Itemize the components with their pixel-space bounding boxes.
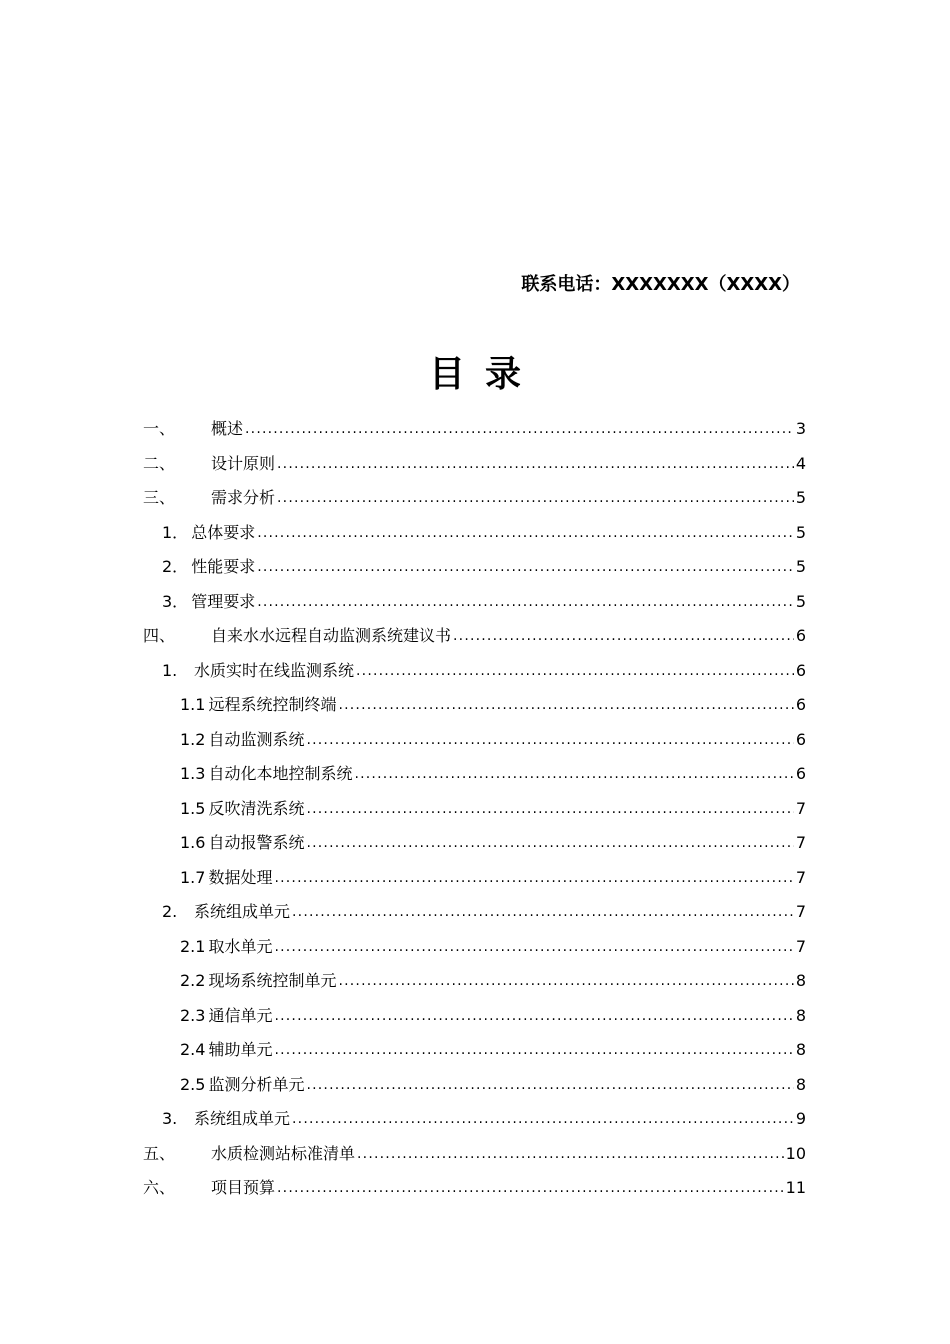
toc-entry-number: 2.1 <box>180 936 206 956</box>
toc-entry[interactable] <box>143 723 806 758</box>
toc-entry-title: 需求分析 <box>211 488 276 508</box>
toc-entry[interactable] <box>143 481 806 516</box>
toc-entry-title: 现场系统控制单元 <box>208 971 337 991</box>
toc-entry[interactable] <box>143 447 806 482</box>
toc-entry[interactable] <box>143 930 806 965</box>
toc-entry[interactable] <box>143 1171 806 1206</box>
toc-entry-title: 项目预算 <box>211 1178 276 1198</box>
dot-leader <box>292 902 794 922</box>
toc-entry[interactable] <box>143 619 806 654</box>
dot-leader <box>257 592 794 612</box>
toc-entry-page: 7 <box>795 867 806 887</box>
toc-entry-page: 3 <box>795 419 806 439</box>
toc-entry-page: 11 <box>785 1178 806 1198</box>
toc-entry-page: 10 <box>785 1143 806 1163</box>
contact-phone: 联系电话：XXXXXXX（XXXX） <box>521 274 800 295</box>
toc-entry-page: 8 <box>795 971 806 991</box>
toc-entry-title: 水质检测站标准清单 <box>211 1143 356 1163</box>
toc-entry-title: 系统组成单元 <box>194 1109 291 1129</box>
dot-leader <box>306 833 793 853</box>
toc-entry-title: 自动化本地控制系统 <box>208 764 353 784</box>
toc-entry-number: 1. <box>162 660 178 680</box>
dot-leader <box>292 1109 794 1129</box>
dot-leader <box>338 971 793 991</box>
toc-entry-number: 四、 <box>143 626 176 646</box>
toc-entry[interactable] <box>143 757 806 792</box>
toc-entry-page: 8 <box>795 1040 806 1060</box>
toc-entry-page: 6 <box>795 764 806 784</box>
toc-entry-title: 自来水水远程自动监测系统建议书 <box>211 626 452 646</box>
toc-entry-page: 7 <box>795 936 806 956</box>
toc-entry-page: 4 <box>795 453 806 473</box>
toc-entry-title: 总体要求 <box>191 522 256 542</box>
toc-entry[interactable] <box>143 654 806 689</box>
toc-entry-title: 辅助单元 <box>208 1040 273 1060</box>
toc-entry[interactable] <box>143 964 806 999</box>
toc-entry-title: 取水单元 <box>208 936 273 956</box>
toc-entry-number: 一、 <box>143 419 176 439</box>
toc-entry-number: 1.2 <box>180 729 206 749</box>
toc-entry-number: 2.5 <box>180 1074 206 1094</box>
toc-entry-title: 监测分析单元 <box>208 1074 305 1094</box>
toc-entry-title: 自动报警系统 <box>208 833 305 853</box>
toc-entry[interactable] <box>143 861 806 896</box>
toc-entry[interactable] <box>143 1137 806 1172</box>
toc-entry-number: 1.7 <box>180 867 206 887</box>
toc-entry-page: 8 <box>795 1005 806 1025</box>
toc-entry[interactable] <box>143 895 806 930</box>
toc-entry-number: 三、 <box>143 488 176 508</box>
toc-entry-number: 2.3 <box>180 1005 206 1025</box>
toc-entry-page: 5 <box>795 557 806 577</box>
toc-entry-page: 6 <box>795 695 806 715</box>
toc-entry-number: 3． <box>162 591 189 611</box>
dot-leader <box>306 799 793 819</box>
toc-entry[interactable] <box>143 792 806 827</box>
toc-entry[interactable] <box>143 1102 806 1137</box>
toc-entry-title: 系统组成单元 <box>194 902 291 922</box>
toc-entry-number: 六、 <box>143 1178 176 1198</box>
toc-entry[interactable] <box>143 516 806 551</box>
toc-entry-number: 1.5 <box>180 798 206 818</box>
toc-entry-title: 数据处理 <box>208 867 273 887</box>
dot-leader <box>274 868 793 888</box>
toc-entry-number: 1.1 <box>180 695 206 715</box>
toc-entry-number: 2. <box>162 902 178 922</box>
dot-leader <box>274 1006 793 1026</box>
toc-entry-page: 5 <box>795 488 806 508</box>
dot-leader <box>277 454 794 474</box>
toc-entry-page: 8 <box>795 1074 806 1094</box>
toc-entry-title: 自动监测系统 <box>208 729 305 749</box>
toc-entry[interactable] <box>143 1033 806 1068</box>
toc-entry-page: 7 <box>795 833 806 853</box>
toc-entry-title: 性能要求 <box>191 557 256 577</box>
toc-entry-number: 五、 <box>143 1143 176 1163</box>
dot-leader <box>277 1178 784 1198</box>
toc-entry[interactable] <box>143 1068 806 1103</box>
toc-entry-number: 2.4 <box>180 1040 206 1060</box>
toc-entry-number: 1.3 <box>180 764 206 784</box>
toc-entry-number: 2． <box>162 557 189 577</box>
dot-leader <box>274 937 793 957</box>
toc-entry-title: 设计原则 <box>211 453 276 473</box>
dot-leader <box>257 557 794 577</box>
toc-entry-title: 管理要求 <box>191 591 256 611</box>
toc-entry-page: 6 <box>795 660 806 680</box>
dot-leader <box>357 1144 784 1164</box>
toc-entry-page: 6 <box>795 729 806 749</box>
toc-entry-number: 3. <box>162 1109 178 1129</box>
toc-entry-number: 1.6 <box>180 833 206 853</box>
toc-entry-title: 远程系统控制终端 <box>208 695 337 715</box>
toc-title: 目录 <box>428 354 541 395</box>
toc-entry[interactable] <box>143 688 806 723</box>
dot-leader <box>277 488 794 508</box>
toc-entry-number: 1． <box>162 522 189 542</box>
dot-leader <box>306 1075 793 1095</box>
toc-entry-title: 通信单元 <box>208 1005 273 1025</box>
dot-leader <box>356 661 794 681</box>
toc-entry-page: 5 <box>795 522 806 542</box>
toc-entry-title: 概述 <box>211 419 244 439</box>
toc-entry-page: 6 <box>795 626 806 646</box>
toc-entry-page: 7 <box>795 798 806 818</box>
toc-entry-number: 2.2 <box>180 971 206 991</box>
toc-entry[interactable] <box>143 826 806 861</box>
dot-leader <box>453 626 794 646</box>
toc-entry-page: 9 <box>795 1109 806 1129</box>
dot-leader <box>338 695 793 715</box>
dot-leader <box>354 764 793 784</box>
dot-leader <box>245 419 794 439</box>
dot-leader <box>274 1040 793 1060</box>
toc-entry[interactable] <box>143 999 806 1034</box>
toc-entry[interactable] <box>143 550 806 585</box>
toc-entry-page: 5 <box>795 591 806 611</box>
table-of-contents <box>143 412 806 1206</box>
dot-leader <box>306 730 793 750</box>
toc-entry-title: 水质实时在线监测系统 <box>194 660 355 680</box>
dot-leader <box>257 523 794 543</box>
toc-entry[interactable] <box>143 412 806 447</box>
toc-entry-number: 二、 <box>143 453 176 473</box>
toc-entry-title: 反吹清洗系统 <box>208 798 305 818</box>
toc-entry[interactable] <box>143 585 806 620</box>
toc-entry-page: 7 <box>795 902 806 922</box>
